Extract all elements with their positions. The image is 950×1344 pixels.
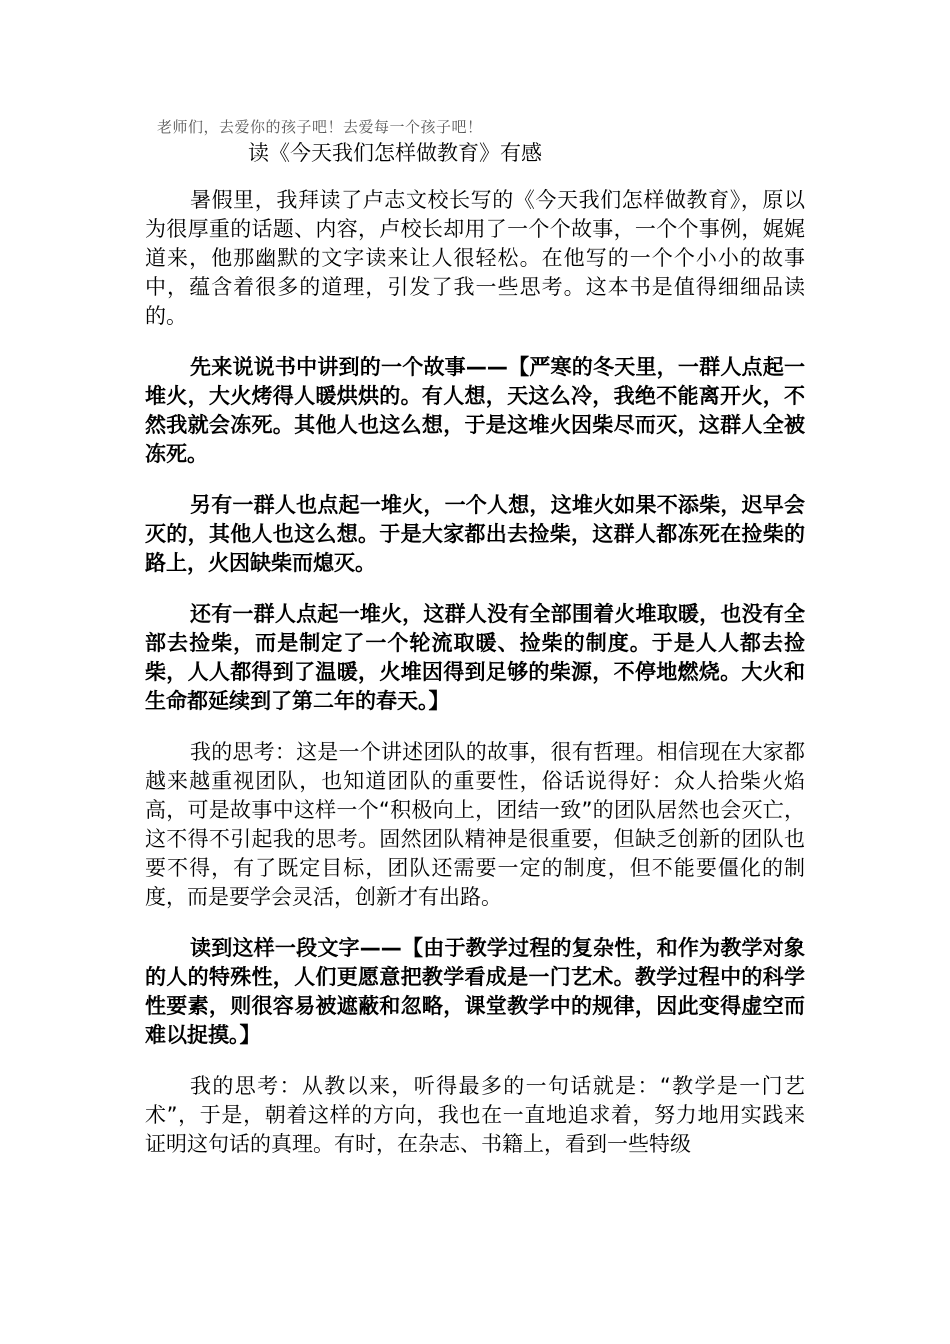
document-body — [145, 186, 805, 1159]
document-title: 读《今天我们怎样做教育》有感 — [248, 141, 542, 165]
paragraph-reflection-team: 我的思考：这是一个讲述团队的故事，很有哲理。相信现在大家都越来越重视团队，也知道团队的重要性，俗话说得好：众人拾柴火焰高，可是故事中这样一个“积极向上，团结一致”的团队居然也会灭亡，这不得不引起我的思考。固然团队精神是很重要，但缺乏创新的团队也要不得，有了既定目标，团队还需要一定的制度，但不能要僵化的制度，而是要学会灵活，创新才有出路。 — [145, 740, 805, 909]
paragraph-story-third-group: 还有一群人点起一堆火，这群人没有全部围着火堆取暖，也没有全部去捡柴，而是制定了一个轮流取暖、捡柴的制度。于是人人都去捡柴，人人都得到了温暖，火堆因得到足够的柴源，不停地燃烧。大火和生命都延续到了第二年的春天。】 — [145, 602, 805, 713]
paragraph-intro: 暑假里，我拜读了卢志文校长写的《今天我们怎样做教育》，原以为很厚重的话题、内容，卢校长却用了一个个故事，一个个事例，娓娓道来，他那幽默的文字读来让人很轻松。在他写的一个个小小的故事中，蕴含着很多的道理，引发了我一些思考。这本书是值得细细品读的。 — [145, 188, 805, 328]
paragraph-quote-teaching: 读到这样一段文字——【由于教学过程的复杂性，和作为教学对象的人的特殊性，人们更愿意把教学看成是一门艺术。教学过程中的科学性要素，则很容易被遮蔽和忽略，课堂教学中的规律，因此变得虚空而难以捉摸。】 — [145, 936, 805, 1047]
paragraph-reflection-teaching: 我的思考：从教以来，听得最多的一句话就是：“教学是一门艺术”，于是，朝着这样的方向，我也在一直地追求着，努力地用实践来证明这句话的真理。有时，在杂志、书籍上，看到一些特级 — [145, 1074, 805, 1156]
paragraph-story-second-group: 另有一群人也点起一堆火，一个人想，这堆火如果不添柴，迟早会灭的，其他人也这么想。于是大家都出去捡柴，这群人都冻死在捡柴的路上，火因缺柴而熄灭。 — [145, 493, 805, 575]
header-slogan: 老师们，去爱你的孩子吧！去爱每一个孩子吧！ — [157, 118, 483, 136]
paragraph-story-first-group: 先来说说书中讲到的一个故事——【严寒的冬天里，一群人点起一堆火，大火烤得人暖烘烘的。有人想，天这么冷，我绝不能离开火，不然我就会冻死。其他人也这么想，于是这堆火因柴尽而灭，这群人全被冻死。 — [145, 355, 805, 466]
